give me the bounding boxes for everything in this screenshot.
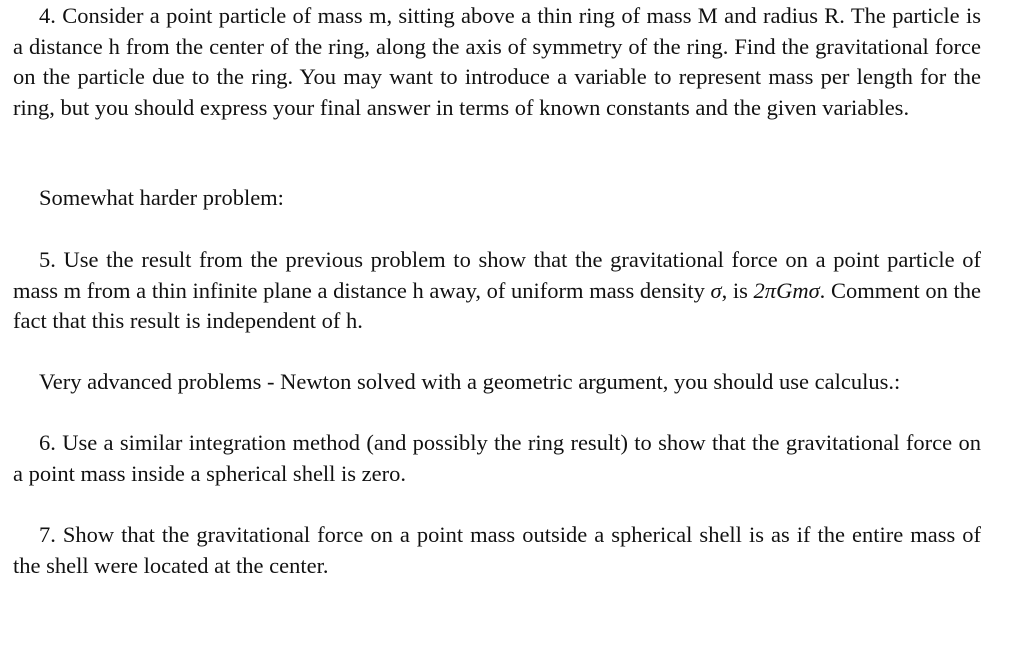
heading-very-advanced: Very advanced problems - Newton solved with a geometric argument, you should use calculus.: bbox=[39, 369, 901, 394]
sigma-symbol: σ bbox=[710, 277, 722, 303]
problem-4: 4. Consider a point particle of mass m, sitting above a thin ring of mass M and radius R. The particle is a distance h from the center of the ring, along the axis of symmetry of the ring. Find the gravitational force on the particle due to the ring. You may want to introduce a variable to represent mass per length for the ring, but you should express your final answer in terms of known constants and the given variables. bbox=[13, 3, 981, 120]
force-formula: 2πGmσ bbox=[753, 277, 820, 303]
problem-5-text-after: . Comment on the fact that this result is independent of h. bbox=[13, 277, 981, 334]
problem-7: 7. Show that the gravitational force on a point mass outside a spherical shell is as if the entire mass of the shell were located at the center. bbox=[13, 522, 981, 578]
problem-5-text-mid: , is bbox=[721, 277, 754, 303]
problem-6: 6. Use a similar integration method (and possibly the ring result) to show that the gravitational force on a point mass inside a spherical shell is zero. bbox=[13, 430, 981, 486]
problem-5 bbox=[13, 245, 981, 337]
problem-5-text-before: 5. Use the result from the previous problem to show that the gravitational force on a point particle of mass m from a thin infinite plane a distance h away, of uniform mass density bbox=[13, 247, 981, 303]
heading-somewhat-harder: Somewhat harder problem: bbox=[39, 185, 284, 210]
